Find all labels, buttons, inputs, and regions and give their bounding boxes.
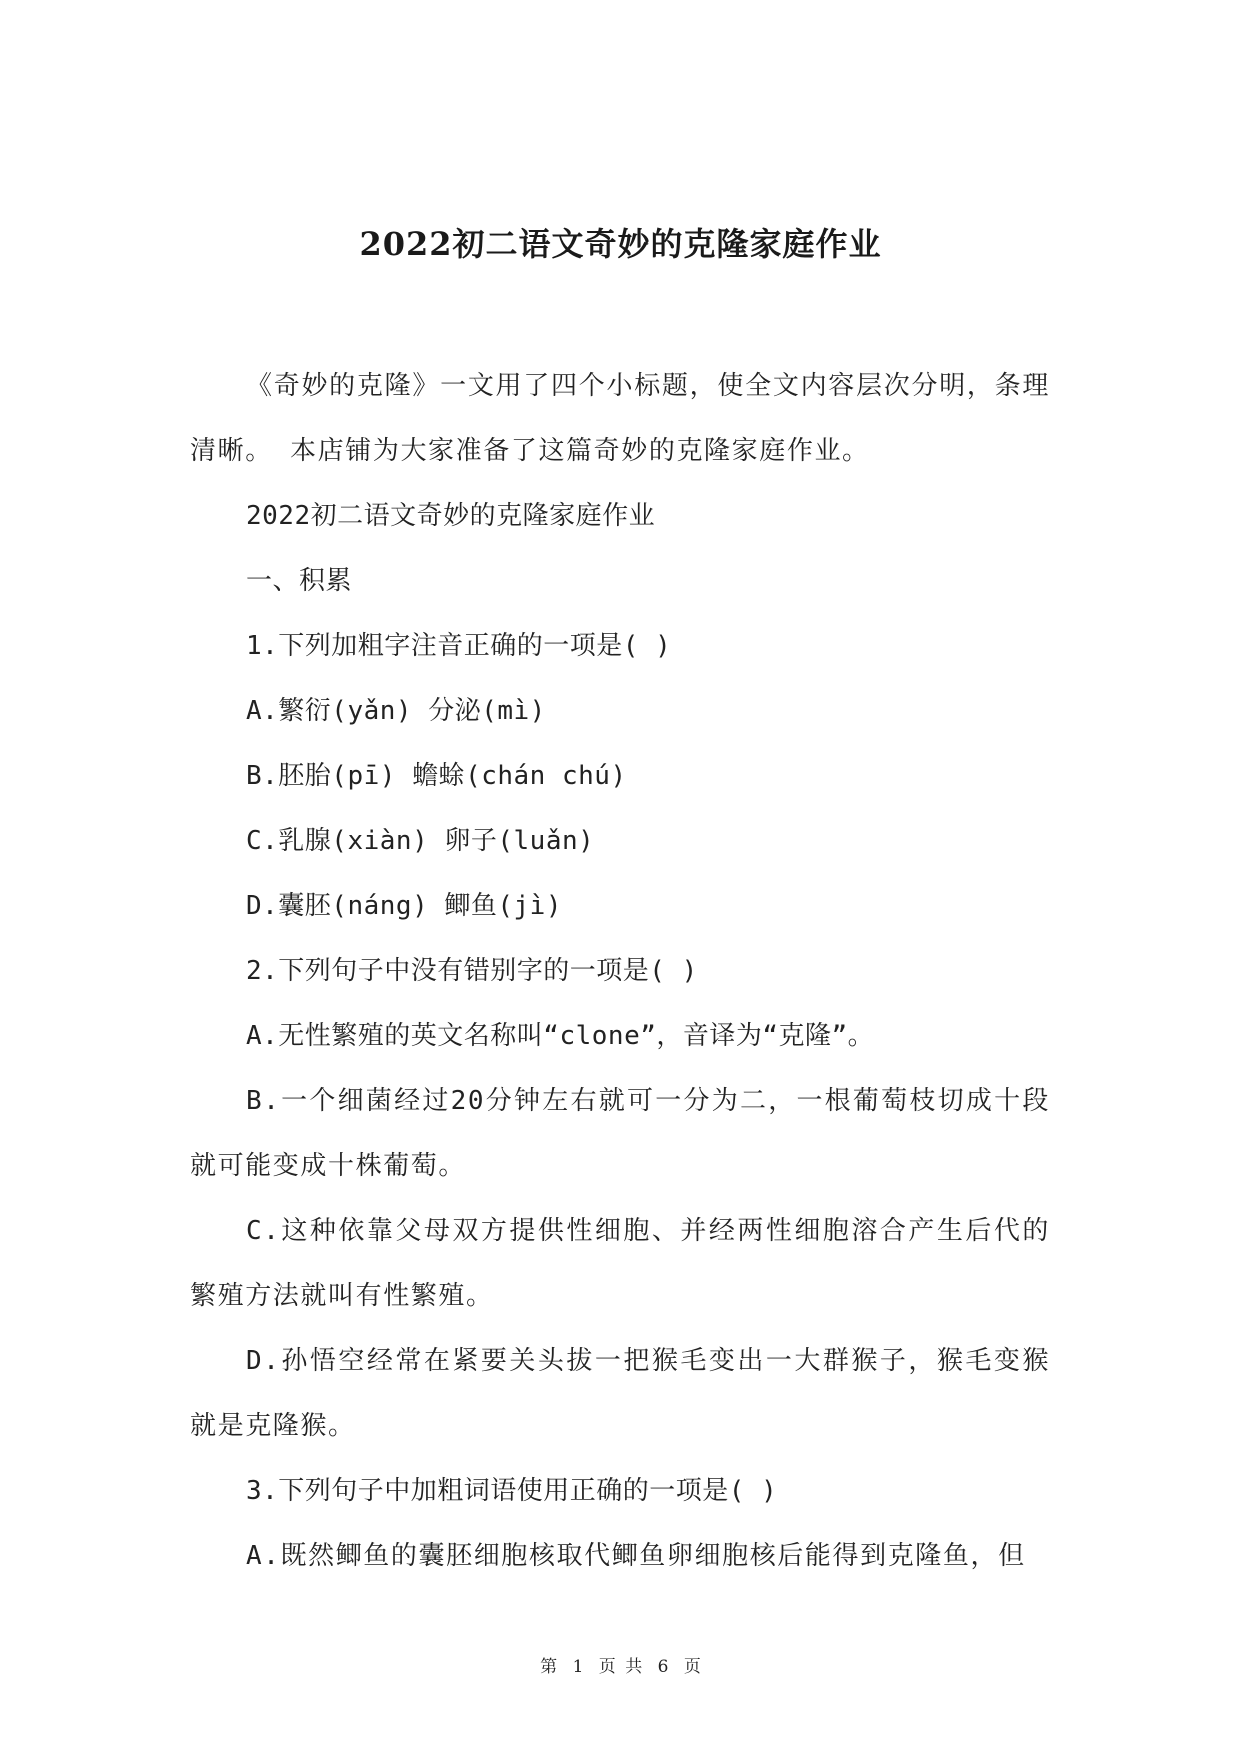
subtitle-line: 2022初二语文奇妙的克隆家庭作业 [246, 501, 656, 531]
question-1-option-c: C.乳腺(xiàn) 卵子(luǎn) [246, 826, 595, 856]
document-title: 2022初二语文奇妙的克隆家庭作业 [359, 225, 882, 263]
footer-middle: 页 共 [598, 1657, 643, 1677]
question-2-option-c: C.这种依靠父母双方提供性细胞、并经两性细胞溶合产生后代的繁殖方法就叫有性繁殖。 [190, 1216, 1050, 1311]
question-2-option-d: D.孙悟空经常在紧要关头拔一把猴毛变出一大群猴子，猴毛变猴就是克隆猴。 [190, 1346, 1050, 1441]
question-3-option-a: A.既然鲫鱼的囊胚细胞核取代鲫鱼卵细胞核后能得到克隆鱼，但 [246, 1541, 1026, 1571]
question-2-option-a: A.无性繁殖的英文名称叫“clone”，音译为“克隆”。 [246, 1021, 875, 1051]
question-1-option-b: B.胚胎(pī) 蟾蜍(chán chú) [246, 761, 627, 791]
question-2: 2.下列句子中没有错别字的一项是( ) [246, 956, 698, 986]
question-2-option-b: B.一个细菌经过20分钟左右就可一分为二，一根葡萄枝切成十段就可能变成十株葡萄。 [190, 1086, 1050, 1181]
question-1-option-d: D.囊胚(náng) 鲫鱼(jì) [246, 891, 562, 921]
footer-page-number: 1 [572, 1657, 584, 1677]
question-3: 3.下列句子中加粗词语使用正确的一项是( ) [246, 1476, 778, 1506]
question-1: 1.下列加粗字注音正确的一项是( ) [246, 631, 672, 661]
document-body [190, 354, 1050, 1589]
section-heading: 一、积累 [246, 566, 353, 596]
footer-suffix: 页 [683, 1657, 701, 1677]
footer-prefix: 第 [540, 1657, 558, 1677]
footer-total-pages: 6 [657, 1657, 669, 1677]
page-footer [0, 1652, 1241, 1677]
intro-paragraph: 《奇妙的克隆》一文用了四个小标题，使全文内容层次分明，条理清晰。 本店铺为大家准备了这篇奇妙的克隆家庭作业。 [190, 371, 1050, 466]
question-1-option-a: A.繁衍(yǎn) 分泌(mì) [246, 696, 546, 726]
